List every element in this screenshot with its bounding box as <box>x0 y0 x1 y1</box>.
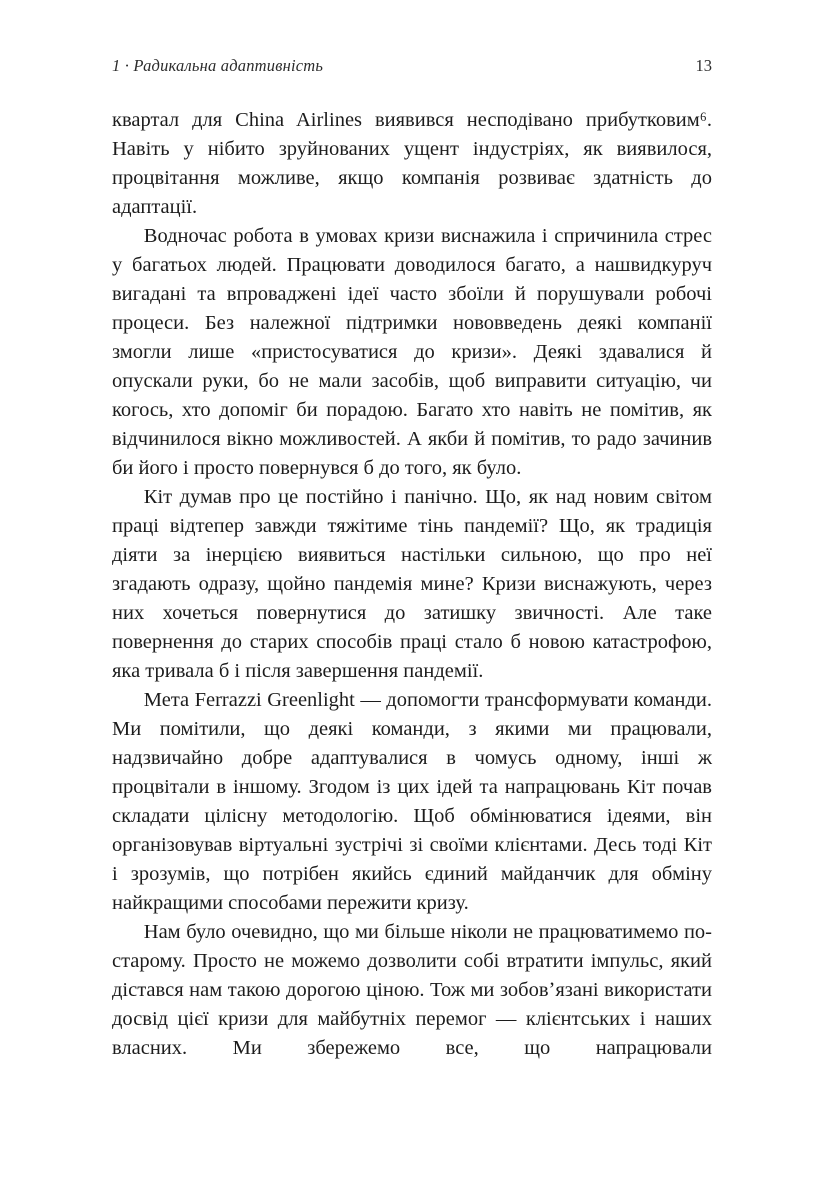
page-header <box>112 56 712 76</box>
page-number: 13 <box>695 56 712 75</box>
paragraph: квартал для China Airlines виявився несподівано прибутковим⁶. Навіть у нібито зруйнованих ущент індустріях, як виявилося, процвітання можливе, якщо компанія розвиває здатність до адаптації. <box>112 109 712 218</box>
body-text <box>112 106 712 1063</box>
paragraph: Мета Ferrazzi Greenlight — допомогти трансформувати команди. Ми помітили, що деякі команди, з якими ми працювали, надзвичайно добре адаптувалися в чомусь одному, інші ж процвітали в іншому. Згодом із цих ідей та напрацювань Кіт почав складати цілісну методологію. Щоб обмінюватися ідеями, він організовував віртуальні зустрічі зі своїми клієнтами. Десь тоді Кіт і зрозумів, що потрібен якийсь єдиний майданчик для обміну найкращими способами пережити кризу. <box>112 689 712 914</box>
running-head-chapter: 1 · Радикальна адаптивність <box>112 56 324 75</box>
paragraph: Нам було очевидно, що ми більше ніколи не працюватимемо по-старому. Просто не можемо дозволити собі втратити імпульс, який дістався нам такою дорогою ціною. Тож ми зобовʼязані використати досвід цієї кризи для майбутніх перемог — клієнтських і наших власних. Ми збережемо все, що напрацювали <box>112 921 712 1059</box>
paragraph: Водночас робота в умовах кризи виснажила і спричинила стрес у багатьох людей. Працювати доводилося багато, а нашвидкуруч вигадані та впроваджені ідеї часто збоїли й порушували робочі процеси. Без належної підтримки нововведень деякі компанії змогли лише «пристосуватися до кризи». Деякі здавалися й опускали руки, бо не мали засобів, щоб виправити ситуацію, чи когось, хто допоміг би порадою. Багато хто навіть не помітив, як відчинилося вікно можливостей. А якби й помітив, то радо зачинив би його і просто повернувся б до того, як було. <box>112 225 712 479</box>
paragraph: Кіт думав про це постійно і панічно. Що, як над новим світом праці відтепер завжди тяжітиме тінь пандемії? Що, як традиція діяти за інерцією виявиться настільки сильною, що про неї згадають одразу, щойно пандемія мине? Кризи виснажують, через них хочеться повернутися до затишку звичності. Але таке повернення до старих способів праці стало б новою катастрофою, яка тривала б і після завершення пандемії. <box>112 486 712 682</box>
